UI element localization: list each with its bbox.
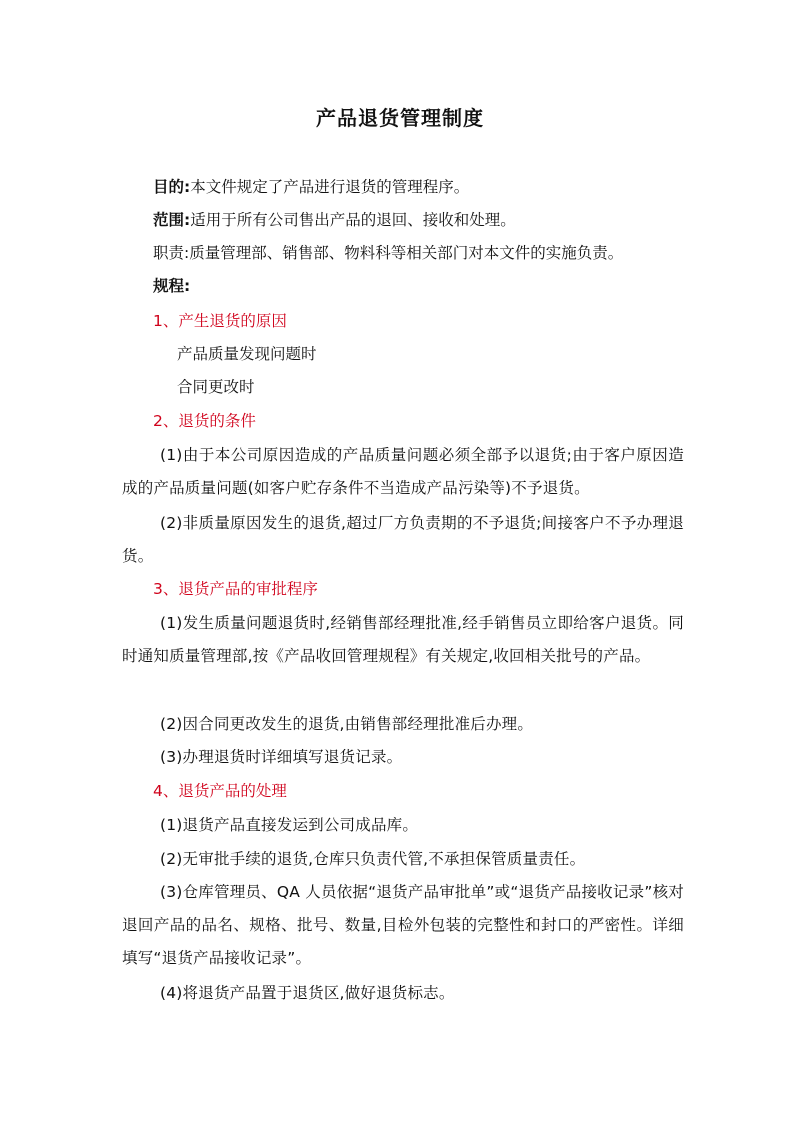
purpose-line — [153, 177, 469, 197]
rules-label: 规程: — [153, 277, 191, 295]
section-3-para-1: (1)发生质量问题退货时,经销售部经理批准,经手销售员立即给客户退货。同时通知质量管理部,按《产品收回管理规程》有关规定,收回相关批号的产品。 — [122, 614, 684, 665]
section-2-para-2: (2)非质量原因发生的退货,超过厂方负责期的不予退货;间接客户不予办理退货。 — [122, 514, 684, 565]
section-1-item-2: 合同更改时 — [177, 378, 255, 396]
scope-text: 适用于所有公司售出产品的退回、接收和处理。 — [190, 211, 516, 229]
section-3-para-2: (2)因合同更改发生的退货,由销售部经理批准后办理。 — [160, 715, 534, 733]
duty-line: 职责:质量管理部、销售部、物料科等相关部门对本文件的实施负责。 — [153, 244, 624, 262]
section-heading-1: 1、产生退货的原因 — [153, 312, 287, 330]
section-4-para-4: (4)将退货产品置于退货区,做好退货标志。 — [160, 984, 455, 1002]
section-4-para-1: (1)退货产品直接发运到公司成品库。 — [160, 816, 419, 834]
section-heading-4: 4、退货产品的处理 — [153, 782, 287, 800]
section-4-para-3: (3)仓库管理员、QA 人员依据“退货产品审批单”或“退货产品接收记录”核对退回产品的品名、规格、批号、数量,目检外包装的完整性和封口的严密性。详细填写“退货产品接收记录”。 — [122, 883, 684, 967]
scope-line — [153, 210, 516, 230]
scope-label: 范围: — [153, 211, 191, 229]
section-1-item-1: 产品质量发现问题时 — [177, 345, 317, 363]
section-2-para-1: (1)由于本公司原因造成的产品质量问题必须全部予以退货;由于客户原因造成的产品质量问题(如客户贮存条件不当造成产品污染等)不予退货。 — [122, 446, 684, 497]
document-title: 产品退货管理制度 — [316, 106, 484, 130]
purpose-text: 本文件规定了产品进行退货的管理程序。 — [190, 178, 470, 196]
section-heading-3: 3、退货产品的审批程序 — [153, 580, 318, 598]
section-4-para-2: (2)无审批手续的退货,仓库只负责代管,不承担保管质量责任。 — [160, 850, 586, 868]
purpose-label: 目的: — [153, 178, 191, 196]
section-heading-2: 2、退货的条件 — [153, 412, 256, 430]
section-3-para-3: (3)办理退货时详细填写退货记录。 — [160, 748, 403, 766]
